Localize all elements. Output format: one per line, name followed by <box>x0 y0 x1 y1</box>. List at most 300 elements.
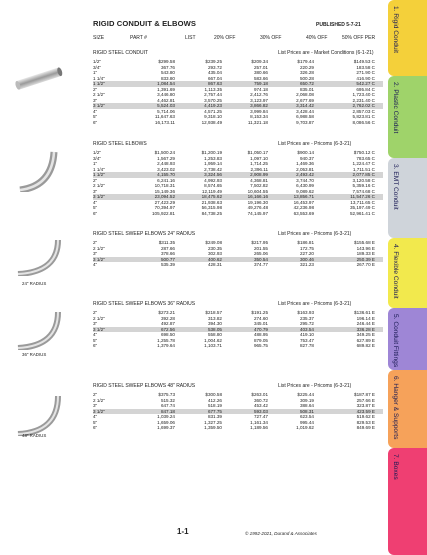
price-20off-cell: 1,113.35 <box>204 86 222 92</box>
price-50off-cell: 829.53 E <box>356 419 375 425</box>
price-30off-cell: 19,196.30 <box>247 199 268 205</box>
size-cell: 6" <box>93 210 98 216</box>
price-20off-cell: 538.05 <box>207 326 222 332</box>
list-price-cell: 367.76 <box>160 64 175 70</box>
price-20off-cell: 12,119.49 <box>201 188 222 194</box>
price-30off-cell: 974.18 <box>253 86 268 92</box>
section-price-note: List Prices are - Market Conditions (6-1-21) <box>278 50 374 56</box>
price-50off-cell: 2,857.03 C <box>352 108 375 114</box>
size-cell: 3 1/2" <box>93 194 105 199</box>
price-30off-cell: 380.66 <box>253 70 268 75</box>
size-cell: 5" <box>93 337 98 343</box>
size-cell: 1" <box>93 161 98 166</box>
list-price-cell: 27,423.29 <box>154 199 175 205</box>
price-50off-cell: 8,086.56 C <box>352 119 375 125</box>
price-50off-cell: 257.66 E <box>356 397 375 403</box>
price-20off-cell: 1,103.71 <box>204 343 222 348</box>
list-price-cell: 647.74 <box>160 403 175 408</box>
size-cell: 6" <box>93 119 98 125</box>
published-date: PUBLISHED 5-7-21 <box>316 22 361 28</box>
size-cell: 5" <box>93 205 98 210</box>
copyright: © 1992-2021, Durand & Associates <box>245 531 317 536</box>
price-30off-cell: 593.03 <box>253 408 268 414</box>
price-50off-cell: 5,359.16 C <box>352 183 375 188</box>
price-30off-cell: 2,908.99 <box>250 172 268 177</box>
price-50off-cell: $750.12 C <box>353 150 375 155</box>
price-30off-cell: 1,097.10 <box>250 155 268 161</box>
section-tab-label: 6. Hanger & Supports <box>392 376 399 440</box>
section-tab[interactable] <box>388 76 427 158</box>
price-50off-cell: 336.28 E <box>356 326 375 332</box>
section-tab[interactable] <box>388 0 427 76</box>
list-price-cell: 11,647.63 <box>154 114 175 119</box>
price-20off-cell: $1,200.19 <box>201 150 222 155</box>
size-cell: 3 1/2" <box>93 103 105 108</box>
size-cell: 3" <box>93 188 98 194</box>
list-price-cell: 1,379.64 <box>157 343 175 348</box>
list-price-cell: 492.87 <box>160 321 175 326</box>
price-20off-cell: 1,959.14 <box>204 161 222 166</box>
list-price-cell: 70,394.97 <box>154 205 175 210</box>
list-price-cell: 15,149.36 <box>154 188 175 194</box>
price-20off-cell: 1,359.50 <box>204 425 222 430</box>
col-30off-header: 30% OFF <box>260 35 282 41</box>
price-40off-cell: $179.44 <box>297 59 314 64</box>
list-price-cell: $1,500.24 <box>154 150 175 155</box>
price-rows <box>93 59 383 125</box>
price-20off-cell: 667.04 <box>207 75 222 81</box>
price-30off-cell: 727.47 <box>253 414 268 419</box>
size-cell: 1 1/2" <box>93 172 105 177</box>
list-price-cell: 847.18 <box>160 408 175 414</box>
list-price-cell: 500.77 <box>160 256 175 262</box>
price-50off-cell: 183.58 C <box>356 64 375 70</box>
price-20off-cell: 558.80 <box>207 332 222 337</box>
price-30off-cell: 488.95 <box>253 332 268 337</box>
price-40off-cell: 9,703.87 <box>296 119 314 125</box>
section-title: RIGID STEEL SWEEP ELBOWS 48" RADIUS <box>93 383 196 389</box>
price-40off-cell: 2,493.42 <box>296 172 314 177</box>
price-40off-cell: $900.14 <box>297 150 314 155</box>
section-tab[interactable] <box>388 238 427 308</box>
list-price-cell: 378.66 <box>160 251 175 256</box>
price-40off-cell: 172.75 <box>299 245 314 251</box>
price-30off-cell: 201.55 <box>253 245 268 251</box>
price-20off-cell: 4,992.93 <box>204 177 222 183</box>
page-title: RIGID CONDUIT & ELBOWS <box>93 19 197 28</box>
price-50off-cell: 7,574.68 C <box>352 188 375 194</box>
price-40off-cell: 326.28 <box>299 70 314 75</box>
price-40off-cell: $186.81 <box>297 240 314 245</box>
price-40off-cell: 2,068.08 <box>296 92 314 97</box>
price-30off-cell: 759.18 <box>253 81 268 86</box>
size-cell: 3" <box>93 251 98 256</box>
size-cell: 2 1/2" <box>93 397 105 403</box>
price-20off-cell: 84,738.25 <box>201 210 222 216</box>
col-50off-header: 50% OFF PER <box>342 35 376 41</box>
section-price-note: List Prices are - Pricoms (6-3-21) <box>278 231 352 237</box>
price-40off-cell: 1,469.36 <box>296 161 314 166</box>
list-price-cell: 392.28 <box>160 315 175 321</box>
list-price-cell: $311.35 <box>158 240 175 245</box>
list-price-cell: 1,039.24 <box>157 414 175 419</box>
size-cell: 1/2" <box>93 59 102 64</box>
section-tab-label: 4. Flexible Conduit <box>392 244 399 299</box>
section-tab[interactable] <box>388 158 427 238</box>
size-cell: 2" <box>93 392 98 397</box>
section-tab[interactable] <box>388 448 427 555</box>
col-part-header: PART # <box>130 35 147 41</box>
section-title: RIGID STEEL ELBOWS <box>93 141 147 147</box>
list-price-cell: $375.73 <box>158 392 175 397</box>
size-cell: 1 1/2" <box>93 81 105 86</box>
price-40off-cell: 419.10 <box>299 332 314 337</box>
price-40off-cell: 309.19 <box>299 397 314 403</box>
size-cell: 3/4" <box>93 155 102 161</box>
section-tab[interactable] <box>388 308 427 370</box>
price-30off-cell: 7,502.82 <box>250 183 268 188</box>
price-30off-cell: 2,396.11 <box>250 166 268 172</box>
table-row <box>93 425 383 431</box>
price-20off-cell: $218.57 <box>205 310 222 315</box>
price-20off-cell: 867.63 <box>207 81 222 86</box>
price-50off-cell: 267.70 E <box>356 262 375 267</box>
sweep-elbow-24-image <box>14 236 64 276</box>
size-cell: 3 1/2" <box>93 256 105 262</box>
price-50off-cell: 783.65 C <box>356 155 375 161</box>
price-30off-cell: 8,153.34 <box>250 114 268 119</box>
price-20off-cell: 12,938.49 <box>201 119 222 125</box>
price-50off-cell: 627.89 E <box>356 337 375 343</box>
price-50off-cell: 1,723.40 C <box>352 92 375 97</box>
price-50off-cell: 143.96 E <box>356 245 375 251</box>
list-price-cell: 5,524.03 <box>157 103 175 108</box>
price-20off-cell: 313.82 <box>207 315 222 321</box>
price-30off-cell: 1,714.25 <box>250 161 268 166</box>
list-price-cell: 105,922.81 <box>152 210 175 216</box>
price-30off-cell: $191.25 <box>251 310 268 315</box>
price-40off-cell: 623.54 <box>299 414 314 419</box>
price-30off-cell: $263.01 <box>251 392 268 397</box>
size-cell: 4" <box>93 414 98 419</box>
sweep-elbow-48-image <box>14 392 64 436</box>
price-40off-cell: 6,430.99 <box>296 183 314 188</box>
price-40off-cell: 508.31 <box>299 408 314 414</box>
size-cell: 2" <box>93 86 98 92</box>
price-20off-cell: 435.04 <box>207 70 222 75</box>
price-30off-cell: $217.95 <box>251 240 268 245</box>
list-price-cell: 1,659.06 <box>157 419 175 425</box>
section-tab[interactable] <box>388 370 427 448</box>
section-tab-label: 2. Plastic Conduit <box>392 82 399 134</box>
section-tabs <box>388 0 427 555</box>
price-40off-cell: 3,314.42 <box>296 103 314 108</box>
price-50off-cell: 2,762.02 C <box>352 103 375 108</box>
size-cell: 4" <box>93 332 98 337</box>
price-20off-cell: $239.25 <box>205 59 222 64</box>
price-50off-cell: 1,224.47 C <box>352 161 375 166</box>
col-list-header: LIST <box>185 35 196 41</box>
price-50off-cell: 250.39 E <box>356 256 375 262</box>
price-30off-cell: 1,189.56 <box>250 425 268 430</box>
list-price-cell: $299.58 <box>158 59 175 64</box>
price-50off-cell: 189.33 E <box>356 251 375 256</box>
price-30off-cell: 16,166.16 <box>247 194 268 199</box>
price-40off-cell: 295.72 <box>299 321 314 326</box>
size-cell: 3" <box>93 97 98 103</box>
price-40off-cell: 3,428.44 <box>296 108 314 114</box>
price-40off-cell: 16,453.97 <box>293 199 314 205</box>
price-50off-cell: 689.82 E <box>356 343 375 348</box>
price-50off-cell: 349.25 E <box>356 332 375 337</box>
size-cell: 2" <box>93 240 98 245</box>
price-30off-cell: 4,368.81 <box>250 177 268 183</box>
size-cell: 2 1/2" <box>93 92 105 97</box>
price-20off-cell: 56,315.98 <box>201 205 222 210</box>
size-cell: 2 1/2" <box>93 183 105 188</box>
price-40off-cell: 2,677.69 <box>296 97 314 103</box>
price-40off-cell: 63,553.69 <box>293 210 314 216</box>
price-20off-cell: 8,574.65 <box>204 183 222 188</box>
price-20off-cell: 428.31 <box>207 262 222 267</box>
price-50off-cell: 11,547.26 C <box>350 194 375 199</box>
list-price-cell: 698.50 <box>160 332 175 337</box>
list-price-cell: 10,718.31 <box>154 183 175 188</box>
price-30off-cell: 49,276.48 <box>247 205 268 210</box>
size-cell: 1 1/4" <box>93 75 105 81</box>
price-40off-cell: 940.37 <box>299 155 314 161</box>
price-40off-cell: 2,053.81 <box>296 166 314 172</box>
price-30off-cell: $209.34 <box>251 59 268 64</box>
price-50off-cell: 52,961.41 C <box>349 210 375 216</box>
price-30off-cell: 2,412.76 <box>250 92 268 97</box>
price-50off-cell: 196.14 E <box>356 315 375 321</box>
list-price-cell: 543.80 <box>160 70 175 75</box>
list-price-cell: 672.56 <box>160 326 175 332</box>
price-50off-cell: 271.90 C <box>356 70 375 75</box>
price-40off-cell: 1,019.62 <box>296 425 314 430</box>
section-title: RIGID STEEL SWEEP ELBOWS 24" RADIUS <box>93 231 196 237</box>
price-rows <box>93 150 383 216</box>
price-30off-cell: 583.66 <box>253 75 268 81</box>
size-cell: 3/4" <box>93 64 102 70</box>
price-40off-cell: 321.23 <box>299 262 314 267</box>
list-price-cell: 1,567.29 <box>157 155 175 161</box>
price-20off-cell: 2,757.44 <box>204 92 222 97</box>
radius-label: 36" RADIUS <box>22 352 47 357</box>
table-row <box>93 343 383 349</box>
section-price-note: List Prices are - Pricoms (6-3-21) <box>278 301 352 307</box>
price-rows <box>93 392 383 431</box>
price-40off-cell: 827.78 <box>299 343 314 348</box>
size-cell: 5" <box>93 419 98 425</box>
price-50off-cell: 416.90 C <box>356 75 375 81</box>
table-row <box>93 120 383 126</box>
price-40off-cell: 227.20 <box>299 251 314 256</box>
price-20off-cell: 1,253.83 <box>204 155 222 161</box>
price-40off-cell: 42,236.98 <box>293 205 314 210</box>
price-50off-cell: 2,231.40 C <box>352 97 375 103</box>
size-cell: 4" <box>93 262 98 267</box>
size-cell: 3" <box>93 403 98 408</box>
price-40off-cell: 220.29 <box>299 64 314 70</box>
price-20off-cell: $300.58 <box>205 392 222 397</box>
price-40off-cell: 3,744.70 <box>296 177 314 183</box>
price-30off-cell: 3,999.84 <box>250 108 268 114</box>
price-30off-cell: 1,161.34 <box>250 419 268 425</box>
price-40off-cell: 300.46 <box>299 256 314 262</box>
price-20off-cell: 677.75 <box>207 408 222 414</box>
rigid-conduit-image <box>14 62 64 96</box>
col-40off-header: 40% OFF <box>306 35 328 41</box>
price-50off-cell: 1,711.51 C <box>352 166 375 172</box>
list-price-cell: 5,714.06 <box>157 108 175 114</box>
price-20off-cell: 18,475.62 <box>201 194 222 199</box>
size-cell: 3" <box>93 321 98 326</box>
list-price-cell: 16,173.11 <box>154 119 175 125</box>
price-30off-cell: 274.60 <box>253 315 268 321</box>
price-50off-cell: 323.87 E <box>356 403 375 408</box>
table-row <box>93 262 383 268</box>
col-20off-header: 20% OFF <box>214 35 236 41</box>
price-20off-cell: 412.26 <box>207 397 222 403</box>
price-30off-cell: 3,866.82 <box>250 103 268 108</box>
price-20off-cell: 21,938.63 <box>201 199 222 205</box>
section-title: RIGID STEEL CONDUIT <box>93 50 149 56</box>
size-cell: 3 1/2" <box>93 326 105 332</box>
size-cell: 4" <box>93 199 98 205</box>
price-30off-cell: $1,050.17 <box>247 150 268 155</box>
price-50off-cell: 5,823.81 C <box>352 114 375 119</box>
price-30off-cell: 965.75 <box>253 343 268 348</box>
price-30off-cell: 453.42 <box>253 403 268 408</box>
price-50off-cell: 542.27 C <box>356 81 375 86</box>
list-price-cell: 1,255.78 <box>157 337 175 343</box>
price-40off-cell: 403.54 <box>299 326 314 332</box>
list-price-cell: 833.80 <box>160 75 175 81</box>
price-50off-cell: 246.44 E <box>356 321 375 326</box>
price-40off-cell: 995.44 <box>299 419 314 425</box>
price-50off-cell: 695.84 C <box>356 86 375 92</box>
price-20off-cell: 400.62 <box>207 256 222 262</box>
price-30off-cell: 879.05 <box>253 337 268 343</box>
price-30off-cell: 374.77 <box>253 262 268 267</box>
price-30off-cell: 10,604.55 <box>247 188 268 194</box>
price-50off-cell: 519.62 E <box>356 414 375 419</box>
section-title: RIGID STEEL SWEEP ELBOWS 36" RADIUS <box>93 301 196 307</box>
list-price-cell: 4,155.70 <box>157 172 175 177</box>
price-50off-cell: 2,077.85 C <box>352 172 375 177</box>
price-30off-cell: 345.01 <box>253 321 268 326</box>
price-40off-cell: 650.72 <box>299 81 314 86</box>
price-40off-cell: 9,089.62 <box>296 188 314 194</box>
price-40off-cell: $225.44 <box>297 392 314 397</box>
list-price-cell: 535.39 <box>160 262 175 267</box>
size-cell: 6" <box>93 425 98 430</box>
price-40off-cell: 835.01 <box>299 86 314 92</box>
price-40off-cell: 500.28 <box>299 75 314 81</box>
price-20off-cell: 4,571.25 <box>204 108 222 114</box>
price-20off-cell: 518.19 <box>207 403 222 408</box>
size-cell: 1 1/4" <box>93 166 105 172</box>
price-50off-cell: 849.69 E <box>356 425 375 430</box>
radius-label: 48" RADIUS <box>22 433 47 438</box>
price-50off-cell: 3,120.58 C <box>352 177 375 183</box>
list-price-cell: $273.21 <box>158 310 175 315</box>
price-rows <box>93 310 383 349</box>
price-40off-cell: 388.64 <box>299 403 314 408</box>
sweep-elbow-36-image <box>14 308 64 350</box>
price-30off-cell: 470.79 <box>253 326 268 332</box>
price-40off-cell: 13,856.71 <box>293 194 314 199</box>
price-40off-cell: 753.47 <box>299 337 314 343</box>
list-price-cell: 3,446.80 <box>157 92 175 97</box>
list-price-cell: 6,241.16 <box>157 177 175 183</box>
list-price-cell: 287.66 <box>160 245 175 251</box>
section-price-note: List Prices are - Pricoms (6-3-21) <box>278 383 352 389</box>
price-50off-cell: $149.53 C <box>353 59 375 64</box>
price-30off-cell: 11,321.18 <box>247 119 268 125</box>
price-20off-cell: 293.72 <box>207 64 222 70</box>
size-cell: 3 1/2" <box>93 408 105 414</box>
size-cell: 1/2" <box>93 150 102 155</box>
price-20off-cell: 230.35 <box>207 245 222 251</box>
size-cell: 2" <box>93 310 98 315</box>
price-30off-cell: 257.01 <box>253 64 268 70</box>
price-20off-cell: 3,324.56 <box>204 172 222 177</box>
size-cell: 6" <box>93 343 98 348</box>
radius-label: 24" RADIUS <box>22 281 47 286</box>
list-price-cell: 1,084.54 <box>157 81 175 86</box>
size-cell: 2 1/2" <box>93 315 105 321</box>
price-20off-cell: 394.30 <box>207 321 222 326</box>
price-30off-cell: 360.72 <box>253 397 268 403</box>
price-50off-cell: $155.68 E <box>354 240 375 245</box>
list-price-cell: 515.32 <box>160 397 175 403</box>
size-cell: 2" <box>93 177 98 183</box>
section-price-note: List Prices are - Pricoms (6-3-21) <box>278 141 352 147</box>
size-cell: 1" <box>93 70 98 75</box>
list-price-cell: 1,391.69 <box>157 86 175 92</box>
price-20off-cell: 3,570.25 <box>204 97 222 103</box>
price-20off-cell: $249.08 <box>205 240 222 245</box>
price-30off-cell: 265.06 <box>253 251 268 256</box>
list-price-cell: 1,699.37 <box>157 425 175 430</box>
list-price-cell: 4,462.81 <box>157 97 175 103</box>
price-20off-cell: 1,327.25 <box>204 419 222 425</box>
price-50off-cell: 13,711.65 C <box>350 199 375 205</box>
price-50off-cell: 35,197.49 C <box>349 205 375 210</box>
price-40off-cell: $163.93 <box>297 310 314 315</box>
rigid-elbow-image <box>14 146 62 192</box>
price-rows <box>93 240 383 268</box>
price-20off-cell: 302.93 <box>207 251 222 256</box>
section-tab-label: 7. Boxes <box>392 454 399 480</box>
price-50off-cell: $136.61 E <box>354 310 375 315</box>
price-50off-cell: 423.59 E <box>356 408 375 414</box>
section-tab-label: 5. Conduit Fittings <box>392 314 399 368</box>
price-20off-cell: 831.39 <box>207 414 222 419</box>
price-20off-cell: 9,318.10 <box>204 114 222 119</box>
price-20off-cell: 1,004.62 <box>204 337 222 343</box>
list-price-cell: 3,423.02 <box>157 166 175 172</box>
price-40off-cell: 235.37 <box>299 315 314 321</box>
col-size-header: SIZE <box>93 35 105 41</box>
size-cell: 2 1/2" <box>93 245 105 251</box>
price-20off-cell: 2,738.42 <box>204 166 222 172</box>
price-20off-cell: 4,419.23 <box>204 103 222 108</box>
price-30off-cell: 74,145.97 <box>247 210 268 216</box>
